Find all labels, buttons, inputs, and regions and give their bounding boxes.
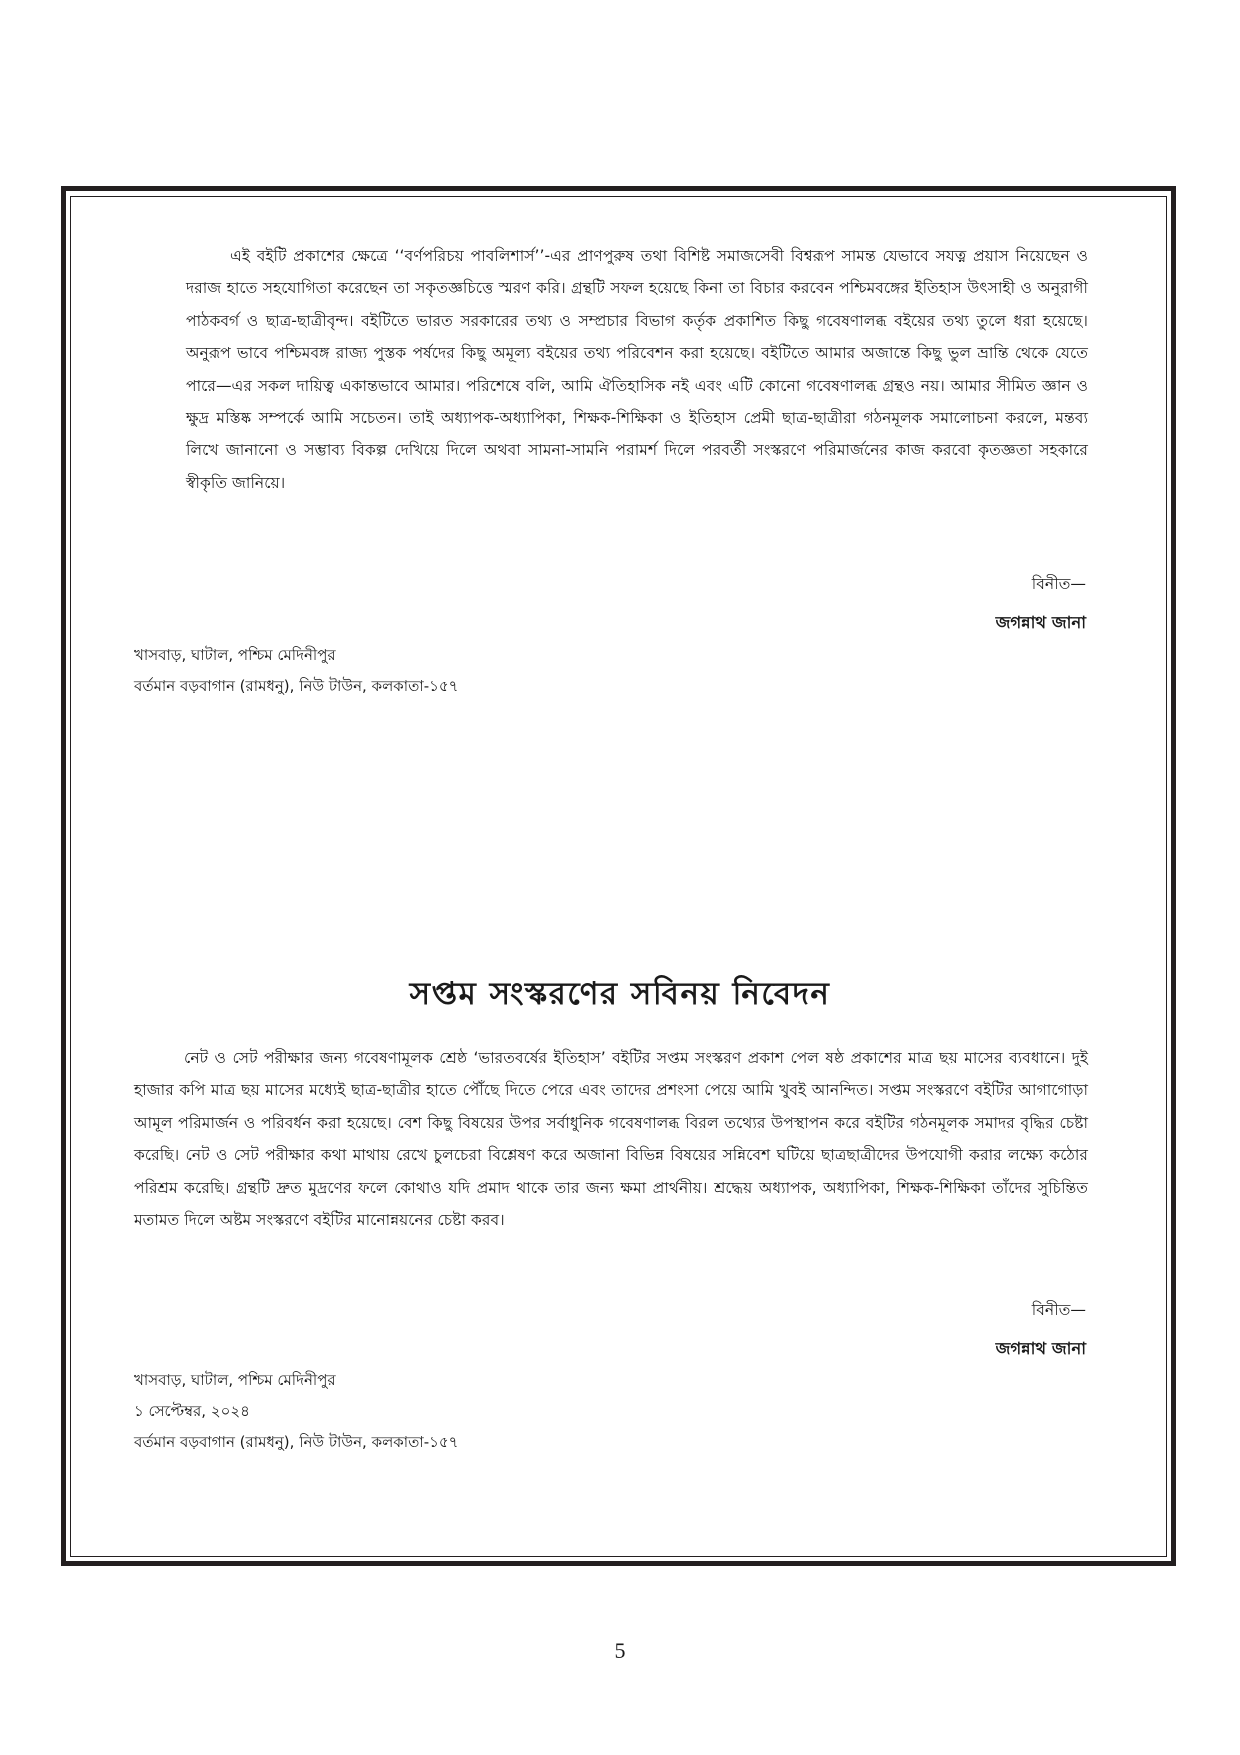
address-line: বর্তমান বড়বাগান (রামধনু), নিউ টাউন, কলকাতা-১৫৭ [134, 677, 459, 695]
address-block [134, 640, 458, 702]
author-name: জগন্নাথ জানা [995, 613, 1086, 632]
acknowledgement-paragraph: এই বইটি প্রকাশের ক্ষেত্রে ‘‘বর্ণপরিচয় পাবলিশার্স’’-এর প্রাণপুরুষ তথা বিশিষ্ট সমাজসেবী বিশ্বরূপ সামন্ত যেভাবে সযত্ন প্রয়াস নিয়েছেন ও দরাজ হাতে সহযোগিতা করেছেন তা সকৃতজ্ঞচিত্তে স্মরণ করি। গ্রন্থটি সফল হয়েছে কিনা তা বিচার করবেন পশ্চিমবঙ্গের ইতিহাস উৎসাহী ও অনুরাগী পাঠকবর্গ ও ছাত্র-ছাত্রীবৃন্দ। বইটিতে ভারত সরকারের তথ্য ও সম্প্রচার বিভাগ কর্তৃক প্রকাশিত কিছু গবেষণালব্ধ বইয়ের তথ্য তুলে ধরা হয়েছে। অনুরূপ ভাবে পশ্চিমবঙ্গ রাজ্য পুস্তক পর্ষদের কিছু অমূল্য বইয়ের তথ্য পরিবেশন করা হয়েছে। বইটিতে আমার অজান্তে কিছু ভুল ভ্রান্তি থেকে যেতে পারে—এর সকল দায়িত্ব একান্তভাবে আমার। পরিশেষে বলি, আমি ঐতিহাসিক নই এবং এটি কোনো গবেষণালব্ধ গ্রন্থও নয়। আমার সীমিত জ্ঞান ও ক্ষুদ্র মস্তিষ্ক সম্পর্কে আমি সচেতন। তাই অধ্যাপক-অধ্যাপিকা, শিক্ষক-শিক্ষিকা ও ইতিহাস প্রেমী ছাত্র-ছাত্রীরা গঠনমূলক সমালোচনা করলে, মন্তব্য লিখে জানানো ও সম্ভাব্য বিকল্প দেখিয়ে দিলে অথবা সামনা-সামনি পরামর্শ দিলে পরবর্তী সংস্করণে পরিমার্জনের কাজ করবো কৃতজ্ঞতা সহকারে স্বীকৃতি জানিয়ে। [186, 247, 1088, 492]
address-line: খাসবাড়, ঘাটাল, পশ্চিম মেদিনীপুর [134, 1371, 336, 1389]
section-title: সপ্তম সংস্করণের সবিনয় নিবেদন [409, 976, 831, 1012]
author-name: জগন্নাথ জানা [995, 1339, 1086, 1358]
date-line: ১ সেপ্টেম্বর, ২০২৪ [134, 1402, 250, 1420]
address-line: বর্তমান বড়বাগান (রামধনু), নিউ টাউন, কলকাতা-১৫৭ [134, 1433, 459, 1451]
signoff-label: বিনীত— [1031, 575, 1086, 593]
signoff-label: বিনীত— [1031, 1301, 1086, 1319]
address-block [134, 1365, 458, 1458]
page-number: 5 [614, 1638, 626, 1663]
address-line: খাসবাড়, ঘাটাল, পশ্চিম মেদিনীপুর [134, 646, 336, 664]
preface-paragraph: নেট ও সেট পরীক্ষার জন্য গবেষণামূলক শ্রেষ্ঠ ‘ভারতবর্ষের ইতিহাস’ বইটির সপ্তম সংস্করণ প্রকাশ পেল ষষ্ঠ প্রকাশের মাত্র ছয় মাসের ব্যবধানে। দুই হাজার কপি মাত্র ছয় মাসের মধ্যেই ছাত্র-ছাত্রীর হাতে পৌঁছে দিতে পেরে এবং তাদের প্রশংসা পেয়ে আমি খুবই আনন্দিত। সপ্তম সংস্করণে বইটির আগাগোড়া আমূল পরিমার্জন ও পরিবর্ধন করা হয়েছে। বেশ কিছু বিষয়ের উপর সর্বাধুনিক গবেষণালব্ধ বিরল তথ্যের উপস্থাপন করে বইটির গঠনমূলক সমাদর বৃদ্ধির চেষ্টা করেছি। নেট ও সেট পরীক্ষার কথা মাথায় রেখে চুলচেরা বিশ্লেষণ করে অজানা বিভিন্ন বিষয়ের সন্নিবেশ ঘটিয়ে ছাত্রছাত্রীদের উপযোগী করার লক্ষ্যে কঠোর পরিশ্রম করেছি। গ্রন্থটি দ্রুত মুদ্রণের ফলে কোথাও যদি প্রমাদ থাকে তার জন্য ক্ষমা প্রার্থনীয়। শ্রদ্ধেয় অধ্যাপক, অধ্যাপিকা, শিক্ষক-শিক্ষিকা তাঁদের সুচিন্তিত মতামত দিলে অষ্টম সংস্করণে বইটির মানোন্নয়নের চেষ্টা করব। [134, 1049, 1088, 1230]
